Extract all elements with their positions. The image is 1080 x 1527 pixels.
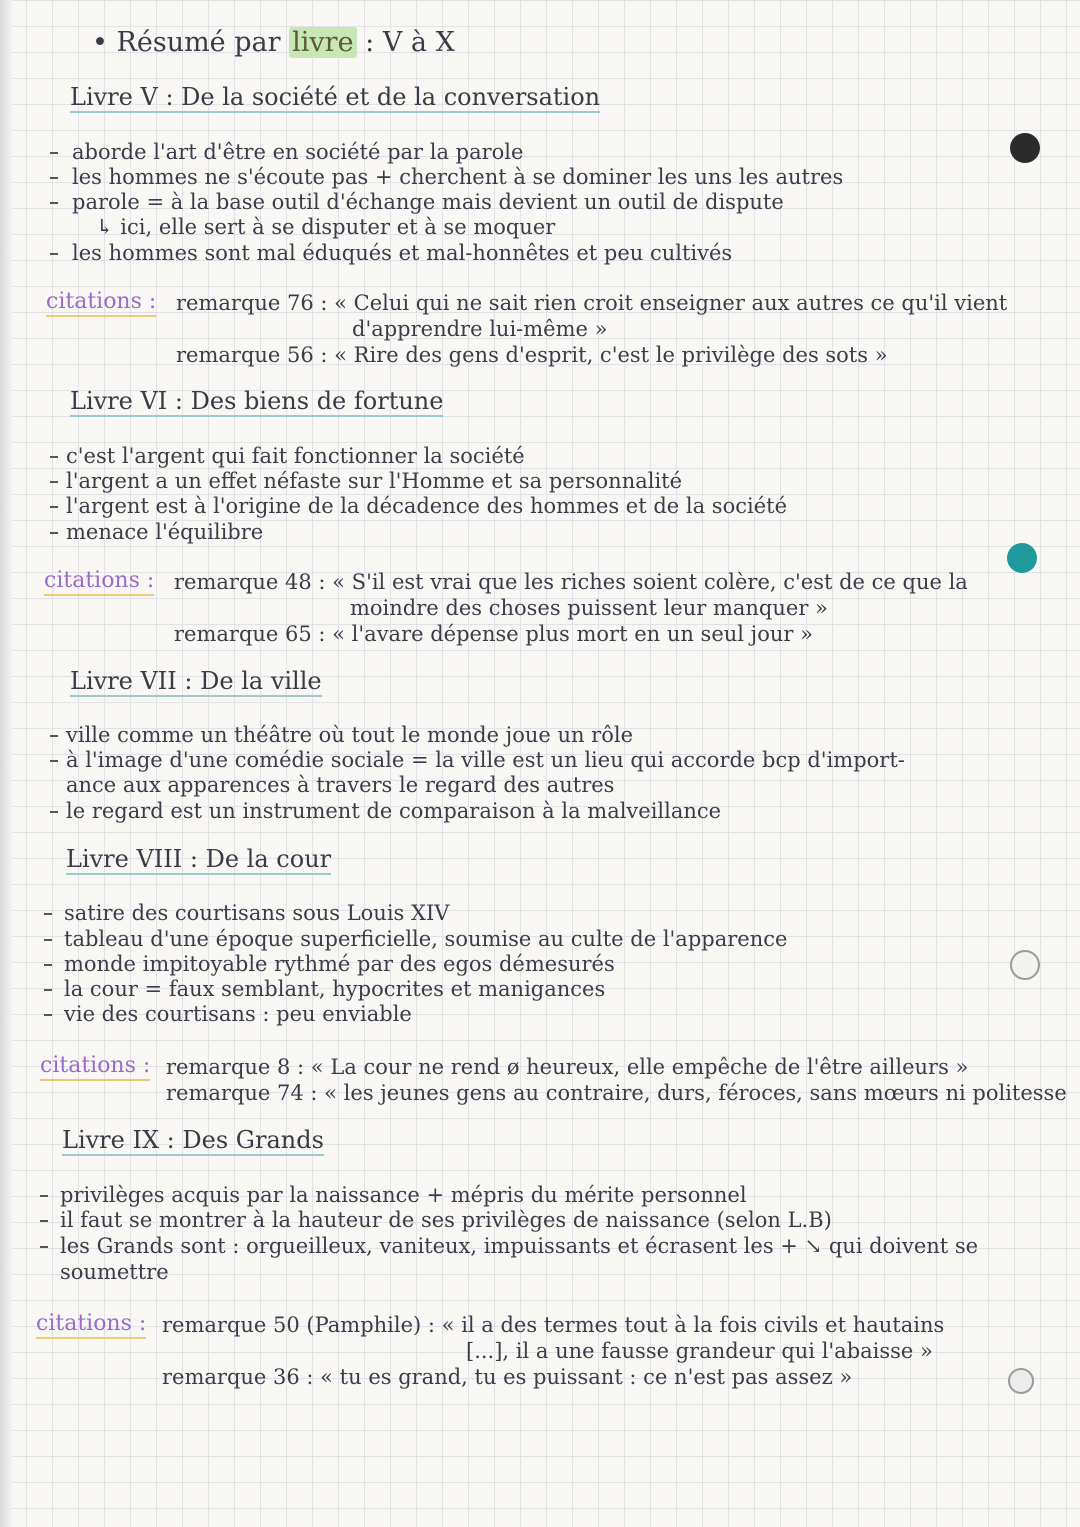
book-v-point-4: les hommes sont mal éduqués et mal-honnêtes et peu cultivés xyxy=(72,241,733,265)
book-viii-point-1: satire des courtisans sous Louis XIV xyxy=(64,901,450,925)
book-v-point-3-sub: ↳ ici, elle sert à se disputer et à se moquer xyxy=(96,215,556,239)
book-viii-label: Livre VIII : xyxy=(66,845,198,873)
page-title xyxy=(92,27,455,58)
book-vii-heading xyxy=(70,668,322,697)
book-viii-point-5: vie des courtisans : peu enviable xyxy=(64,1002,412,1026)
book-v-point-3: parole = à la base outil d'échange mais devient un outil de dispute xyxy=(72,190,784,214)
book-vi-point-1: c'est l'argent qui fait fonctionner la société xyxy=(66,444,525,468)
dash xyxy=(44,913,52,915)
book-ix-point-3: les Grands sont : orgueilleux, vaniteux, impuissants et écrasent les + ↘ qui doivent se xyxy=(60,1234,979,1258)
book-ix-heading xyxy=(62,1127,324,1156)
book-ix-citations-label: citations : xyxy=(36,1311,146,1339)
book-ix-label: Livre IX : xyxy=(62,1126,175,1154)
dash xyxy=(50,202,58,204)
dash xyxy=(50,253,58,255)
dash xyxy=(50,506,58,508)
book-vi-point-2: l'argent a un effet néfaste sur l'Homme et sa personnalité xyxy=(66,469,683,493)
book-vii-point-1: ville comme un théâtre où tout le monde joue un rôle xyxy=(66,723,634,747)
book-vii-label: Livre VII : xyxy=(70,667,193,695)
book-viii-citations-label: citations : xyxy=(40,1053,150,1081)
book-vii-subtitle: De la ville xyxy=(200,667,322,695)
page-edge xyxy=(0,0,12,1527)
dash xyxy=(50,152,58,154)
book-v-quote-2: remarque 56 : « Rire des gens d'esprit, c'est le privilège des sots » xyxy=(176,343,888,367)
dash xyxy=(40,1246,48,1248)
book-vii-point-2-cont: ance aux apparences à travers le regard des autres xyxy=(66,773,615,797)
dash xyxy=(40,1220,48,1222)
book-vi-heading xyxy=(70,388,443,417)
book-v-subtitle: De la société et de la conversation xyxy=(181,83,601,111)
book-ix-point-1: privilèges acquis par la naissance + mépris du mérite personnel xyxy=(60,1183,747,1207)
book-ix-quote-2: remarque 36 : « tu es grand, tu es puissant : ce n'est pas assez » xyxy=(162,1365,853,1389)
dash xyxy=(50,735,58,737)
book-ix-quote-1: remarque 50 (Pamphile) : « il a des termes tout à la fois civils et hautains xyxy=(162,1313,945,1337)
book-vii-point-2: à l'image d'une comédie sociale = la ville est un lieu qui accorde bcp d'import- xyxy=(66,748,905,772)
title-highlight: livre xyxy=(289,27,356,58)
book-vi-quote-1-cont: moindre des choses puissent leur manquer » xyxy=(350,596,828,620)
book-viii-quote-2: remarque 74 : « les jeunes gens au contraire, durs, féroces, sans mœurs ni politesse xyxy=(166,1081,1067,1105)
book-v-point-2: les hommes ne s'écoute pas + cherchent à se dominer les uns les autres xyxy=(72,165,844,189)
book-v-quote-1-cont: d'apprendre lui-même » xyxy=(352,317,608,341)
book-ix-point-3-cont: soumettre xyxy=(60,1260,169,1284)
book-vii-point-3: le regard est un instrument de comparaison à la malveillance xyxy=(66,799,722,823)
title-suffix: : V à X xyxy=(356,27,455,58)
dash xyxy=(50,177,58,179)
book-viii-point-4: la cour = faux semblant, hypocrites et manigances xyxy=(64,977,606,1001)
book-vi-quote-1: remarque 48 : « S'il est vrai que les riches soient colère, c'est de ce que la xyxy=(174,570,968,594)
book-ix-point-2: il faut se montrer à la hauteur de ses privilèges de naissance (selon L.B) xyxy=(60,1208,832,1232)
book-viii-subtitle: De la cour xyxy=(205,845,332,873)
sticker-dot-black xyxy=(1010,133,1040,163)
book-viii-point-2: tableau d'une époque superficielle, soumise au culte de l'apparence xyxy=(64,927,788,951)
book-ix-subtitle: Des Grands xyxy=(182,1126,324,1154)
title-prefix: Résumé par xyxy=(116,27,281,58)
book-vi-subtitle: Des biens de fortune xyxy=(190,387,444,415)
sticker-dot-white xyxy=(1010,950,1040,980)
dash xyxy=(50,760,58,762)
book-vi-point-3: l'argent est à l'origine de la décadence des hommes et de la société xyxy=(66,494,788,518)
dash xyxy=(50,811,58,813)
title-bullet: • xyxy=(92,27,108,58)
sticker-dot-teal xyxy=(1007,543,1037,573)
book-vi-quote-2: remarque 65 : « l'avare dépense plus mort en un seul jour » xyxy=(174,622,813,646)
book-v-citations-label: citations : xyxy=(46,289,156,317)
sticker-dot-grey xyxy=(1008,1368,1034,1394)
book-viii-heading xyxy=(66,846,331,875)
dash xyxy=(44,1014,52,1016)
book-v-label: Livre V : xyxy=(70,83,174,111)
dash xyxy=(40,1195,48,1197)
book-vi-label: Livre VI : xyxy=(70,387,184,415)
book-vi-citations-label: citations : xyxy=(44,568,154,596)
book-ix-quote-1-cont: [...], il a une fausse grandeur qui l'abaisse » xyxy=(466,1339,933,1363)
dash xyxy=(50,481,58,483)
book-viii-quote-1: remarque 8 : « La cour ne rend ø heureux, elle empêche de l'être ailleurs » xyxy=(166,1055,969,1079)
book-v-point-1: aborde l'art d'être en société par la parole xyxy=(72,140,524,164)
dash xyxy=(44,989,52,991)
book-vi-point-4: menace l'équilibre xyxy=(66,520,264,544)
book-viii-point-3: monde impitoyable rythmé par des egos démesurés xyxy=(64,952,615,976)
dash xyxy=(44,964,52,966)
dash xyxy=(44,939,52,941)
book-v-heading xyxy=(70,84,600,113)
dash xyxy=(50,532,58,534)
dash xyxy=(50,456,58,458)
book-v-quote-1: remarque 76 : « Celui qui ne sait rien croit enseigner aux autres ce qu'il vient xyxy=(176,291,1008,315)
